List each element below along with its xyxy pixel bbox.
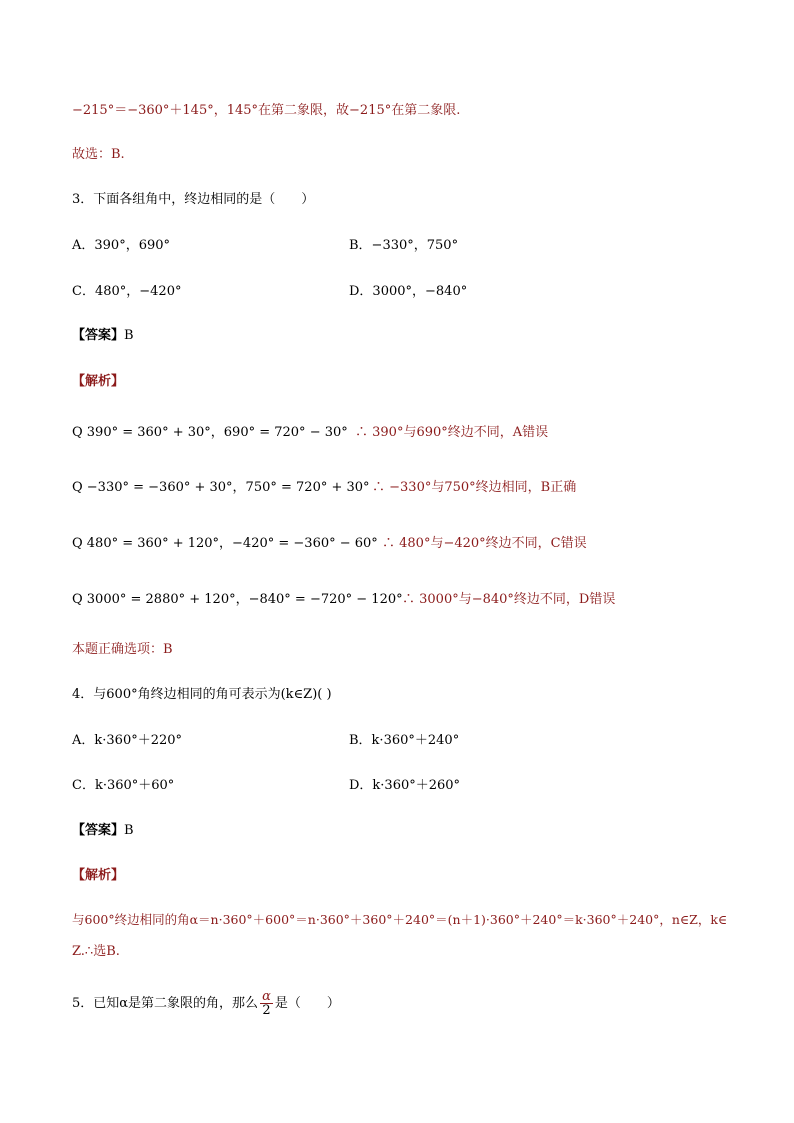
q4-answer-value: B (124, 823, 134, 838)
q4-analysis-label: 【解析】 (72, 868, 125, 883)
question-5-stem (72, 990, 340, 1017)
q4-answer (72, 822, 134, 840)
q3-step-1-expr: Q 390° = 360° + 30°，690° = 720° − 30° (72, 425, 348, 440)
q3-option-c: C．480°，−420° (72, 284, 182, 299)
q4-option-a: A．k·360°＋220° (72, 733, 183, 748)
q3-step-1-conclusion: ∴ 390°与690°终边不同，A错误 (355, 425, 549, 440)
q3-answer-value: B (124, 328, 134, 343)
q4-analysis-line-2: Z.∴选B. (72, 944, 120, 959)
q4-answer-label: 【答案】 (72, 823, 125, 838)
q3-step-4-expr: Q 3000° = 2880° + 120°，−840° = −720° − 120° (72, 592, 403, 607)
q3-answer (72, 327, 134, 345)
q5-fraction-denominator: 2 (262, 1003, 271, 1018)
q3-step-2-conclusion: ∴ −330°与750°终边相同，B正确 (372, 480, 577, 495)
q5-fraction-numerator: α (262, 989, 271, 1004)
q5-stem-prefix: 5．已知α是第二象限的角，那么 (72, 996, 259, 1011)
q5-fraction (260, 990, 273, 1017)
q3-option-b: B．−330°，750° (349, 238, 459, 253)
q3-correct-option: 本题正确选项：B (72, 642, 173, 657)
q3-answer-label: 【答案】 (72, 328, 125, 343)
q3-step-3-expr: Q 480° = 360° + 120°，−420° = −360° − 60° (72, 536, 378, 551)
q3-step-2-expr: Q −330° = −360° + 30°，750° = 720° + 30° (72, 480, 370, 495)
q5-stem-suffix: 是（ ） (274, 996, 340, 1011)
q4-option-b: B．k·360°＋240° (349, 733, 460, 748)
q4-option-c: C．k·360°＋60° (72, 778, 175, 793)
question-4-stem: 4．与600°角终边相同的角可表示为(k∈Z)( ) (72, 687, 332, 702)
question-3-stem: 3．下面各组角中，终边相同的是（ ） (72, 192, 315, 207)
q3-step-3-conclusion: ∴ 480°与−420°终边不同，C错误 (382, 536, 587, 551)
q3-option-a: A．390°，690° (72, 238, 171, 253)
q3-analysis-label: 【解析】 (72, 374, 125, 389)
continuation-line-1: −215°＝−360°＋145°，145°在第二象限，故−215°在第二象限. (72, 103, 461, 118)
q4-option-d: D．k·360°＋260° (349, 778, 461, 793)
q3-option-d: D．3000°，−840° (349, 284, 468, 299)
continuation-line-2: 故选：B. (72, 147, 125, 162)
q3-step-4-conclusion: ∴ 3000°与−840°终边不同，D错误 (402, 592, 616, 607)
q4-analysis-line-1: 与600°终边相同的角α＝n·360°＋600°＝n·360°＋360°＋240°＝(n＋1)·360°＋240°＝k·360°＋240°，n∈Z，k∈ (72, 912, 728, 927)
